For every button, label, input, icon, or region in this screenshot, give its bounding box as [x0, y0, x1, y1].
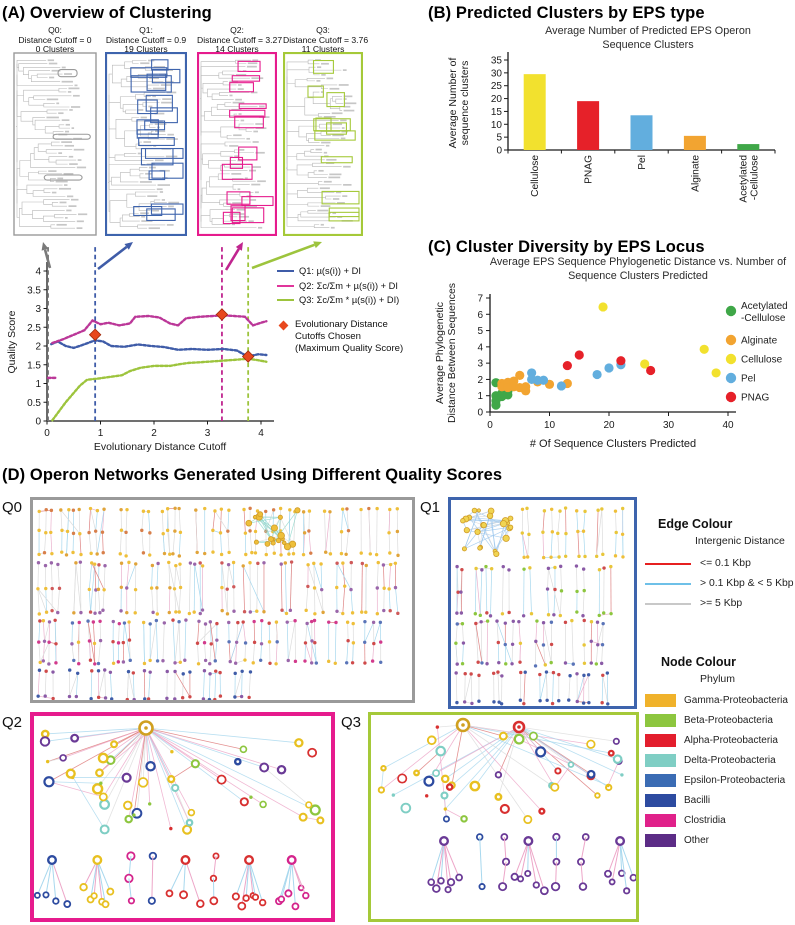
phylum-swatch — [645, 694, 676, 707]
edge-colour-legend — [645, 517, 795, 618]
svg-text:6: 6 — [477, 309, 483, 321]
svg-text:1.5: 1.5 — [27, 360, 41, 372]
dendrogram-q2 — [197, 52, 277, 236]
node-legend-item: Delta-Proteobacteria — [645, 754, 795, 767]
network-q1-label: Q1 — [420, 499, 441, 516]
edge-legend-item: > 0.1 Kbp & < 5 Kbp — [645, 578, 795, 589]
edge-legend-item: >= 5 Kbp — [645, 598, 795, 609]
quality-legend-item: Q1: µ(s(i)) + DI — [277, 266, 429, 276]
svg-text:0: 0 — [496, 145, 502, 157]
svg-text:# Of Sequence Clusters Predict: # Of Sequence Clusters Predicted — [529, 438, 697, 450]
svg-text:Pel: Pel — [741, 373, 756, 385]
svg-text:3: 3 — [204, 428, 211, 439]
svg-text:Average Number of Predicted EP: Average Number of Predicted EPS Operon — [545, 25, 751, 37]
dendrogram-q1 — [105, 52, 187, 236]
node-legend-item: Alpha-Proteobacteria — [645, 734, 795, 747]
node-legend-item: Clostridia — [645, 814, 795, 827]
network-q3-label: Q3 — [341, 714, 362, 731]
svg-text:3.5: 3.5 — [27, 285, 41, 297]
svg-text:1: 1 — [97, 428, 104, 439]
edge-legend-item: <= 0.1 Kbp — [645, 558, 795, 569]
svg-text:0: 0 — [487, 420, 493, 431]
svg-text:3: 3 — [35, 304, 41, 315]
network-q0-label: Q0 — [2, 499, 23, 516]
dendrogram-q2-header: Q2: Distance Cutoff = 3.27 14 Clusters — [197, 25, 283, 55]
svg-text:40: 40 — [722, 420, 734, 431]
svg-text:2: 2 — [477, 374, 483, 386]
network-q2-label: Q2 — [2, 714, 23, 731]
node-legend-heading: Node Colour — [661, 655, 736, 669]
svg-text:30: 30 — [662, 420, 675, 431]
panel-c-title: (C) Cluster Diversity by EPS Locus — [428, 238, 705, 256]
node-legend-item: Epsilon-Proteobacteria — [645, 774, 795, 787]
node-legend-item: Gamma-Proteobacteria — [645, 694, 795, 707]
svg-text:7: 7 — [477, 293, 483, 305]
node-legend-item: Bacilli — [645, 794, 795, 807]
svg-text:Acetylated: Acetylated — [741, 301, 788, 312]
svg-text:10: 10 — [543, 420, 556, 431]
phylum-swatch — [645, 774, 676, 787]
svg-text:PNAG: PNAG — [583, 155, 595, 184]
svg-text:Sequence Clusters: Sequence Clusters — [602, 39, 694, 51]
svg-text:Average EPS Sequence Phylogene: Average EPS Sequence Phylogenetic Distance vs. Number of — [489, 256, 787, 268]
chosen-cutoff-legend: Evolutionary Distance Cutoffs Chosen (Maximum Quality Score) — [277, 319, 407, 355]
svg-text:4: 4 — [35, 266, 41, 278]
svg-text:Cellulose: Cellulose — [741, 354, 783, 366]
svg-text:35: 35 — [490, 55, 502, 67]
svg-text:PNAG: PNAG — [741, 392, 770, 404]
svg-text:0: 0 — [477, 407, 483, 419]
quality-legend-item: Q3: Σc/Σm * µ(s(i)) + DI) — [277, 295, 429, 305]
panel-b-title: (B) Predicted Clusters by EPS type — [428, 4, 705, 22]
quality-legend-item: Q2: Σc/Σm + µ(s(i)) + DI — [277, 281, 429, 291]
eps-bar-chart — [430, 22, 795, 236]
phylum-swatch — [645, 734, 676, 747]
svg-text:-Cellulose: -Cellulose — [749, 155, 761, 201]
svg-text:10: 10 — [490, 119, 502, 131]
svg-text:Average Number of: Average Number of — [447, 57, 459, 149]
svg-text:Alginate: Alginate — [690, 155, 702, 192]
svg-text:1: 1 — [477, 391, 483, 403]
phylum-swatch — [645, 754, 676, 767]
dendrogram-q3 — [283, 52, 363, 236]
dendrogram-q1-header: Q1: Distance Cutoff = 0.9 19 Clusters — [105, 25, 187, 55]
svg-text:Distance Between Sequences: Distance Between Sequences — [446, 282, 458, 424]
svg-text:Evolutionary Distance Cutoff: Evolutionary Distance Cutoff — [93, 441, 227, 453]
svg-text:3: 3 — [477, 358, 483, 370]
phylum-swatch — [645, 794, 676, 807]
svg-text:2: 2 — [151, 428, 157, 439]
node-legend-subheading: Phylum — [700, 673, 736, 685]
panel-d-title: (D) Operon Networks Generated Using Different Quality Scores — [2, 466, 503, 484]
svg-text:4: 4 — [258, 428, 264, 439]
phylum-swatch — [645, 834, 676, 847]
svg-text:Pel: Pel — [637, 155, 648, 170]
dendrogram-q3-header: Q3: Distance Cutoff = 3.76 11 Clusters — [283, 25, 369, 55]
svg-text:Cellulose: Cellulose — [530, 155, 542, 197]
svg-text:4: 4 — [477, 342, 483, 354]
svg-text:15: 15 — [490, 106, 502, 118]
quality-chart-legend — [277, 266, 429, 355]
svg-text:2: 2 — [35, 341, 41, 353]
phylum-swatch — [645, 814, 676, 827]
edge-legend-subheading: Intergenic Distance — [695, 535, 785, 547]
svg-text:0: 0 — [35, 416, 41, 428]
network-q2 — [30, 712, 335, 922]
panel-a-title: (A) Overview of Clustering — [2, 4, 212, 22]
node-legend-item: Other — [645, 834, 795, 847]
edge-legend-heading: Edge Colour — [658, 517, 733, 531]
network-q1 — [448, 497, 637, 709]
svg-text:Average Phylogenetic: Average Phylogenetic — [434, 302, 446, 404]
network-q3 — [368, 712, 639, 922]
svg-text:sequence clusters: sequence clusters — [459, 60, 471, 146]
phylum-swatch — [645, 714, 676, 727]
svg-text:-Cellulose: -Cellulose — [741, 313, 786, 324]
svg-text:0: 0 — [44, 428, 50, 439]
svg-text:20: 20 — [490, 94, 502, 106]
svg-text:5: 5 — [496, 132, 502, 144]
svg-text:Quality Score: Quality Score — [6, 310, 18, 374]
svg-text:2.5: 2.5 — [27, 322, 41, 334]
svg-text:0.5: 0.5 — [27, 397, 41, 409]
svg-text:Alginate: Alginate — [741, 335, 778, 347]
svg-text:Acetylated: Acetylated — [738, 155, 750, 203]
svg-text:25: 25 — [490, 81, 502, 93]
svg-text:Sequence Clusters Predicted: Sequence Clusters Predicted — [568, 270, 708, 282]
eps-scatter-chart — [430, 252, 795, 462]
dendrogram-q0 — [13, 52, 97, 236]
diamond-marker-icon — [279, 321, 289, 331]
svg-text:5: 5 — [477, 326, 483, 338]
svg-text:30: 30 — [490, 68, 502, 80]
node-legend-item: Beta-Proteobacteria — [645, 714, 795, 727]
network-q0 — [30, 497, 415, 703]
svg-text:20: 20 — [603, 420, 615, 431]
svg-text:1: 1 — [35, 379, 41, 390]
node-colour-legend — [645, 655, 795, 854]
dendrogram-q0-header: Q0: Distance Cutoff = 0 0 Clusters — [18, 25, 92, 55]
